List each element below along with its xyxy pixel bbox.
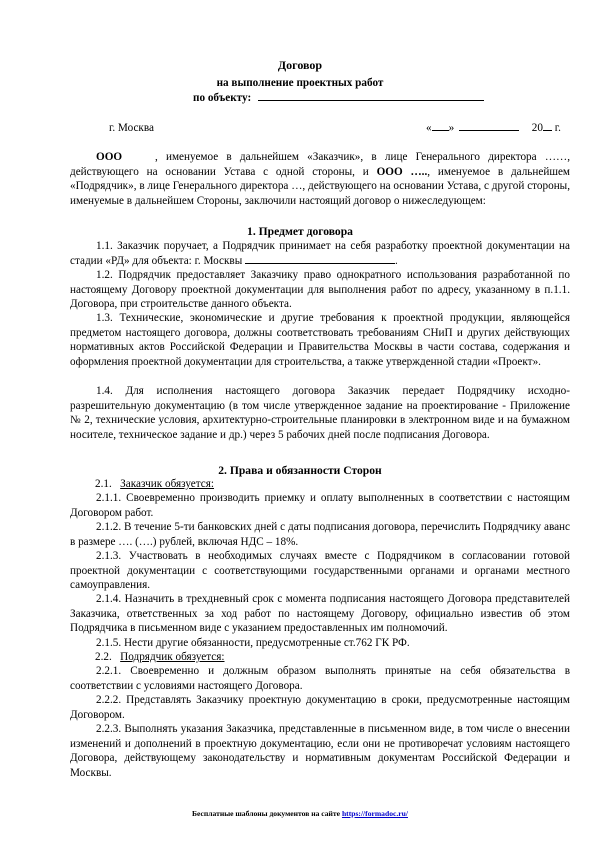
- clause-1-3: 1.3. Технические, экономические и другие требования к проектной продукции, являющейся предметом настоящего договора, должны соответствовать требованиям СНиП и других действующих нормативных актов Российской Федерации и Правительства Москвы в части состава, содержания и оформления проектной документации для строительства, а также утвержденной стадии «Проект».: [70, 312, 570, 368]
- year-suffix: г.: [554, 122, 561, 134]
- preamble-part1: , именуемое в дальнейшем «Заказчик», в лице Генерального директора ……, действующего на основании Устава с одной стороны, и: [70, 151, 570, 178]
- date-quote-open: «: [426, 122, 432, 134]
- clause-2-2-num: 2.2.: [95, 651, 112, 663]
- address-blank: [245, 263, 395, 264]
- org1: ООО: [96, 151, 123, 163]
- clause-2-2: [95, 650, 225, 665]
- footer: [0, 809, 600, 818]
- object-blank: [258, 100, 484, 101]
- clause-2-2-3: 2.2.3. Выполнять указания Заказчика, представленные в письменном виде, в том числе о внесении изменений и дополнений в проектную документацию, если они не противоречат условиям настоящего Договора, действующему законодательству и нормативным документам Российской Федерации и Москвы.: [70, 723, 570, 779]
- clause-1-1: 1.1. Заказчик поручает, а Подрядчик принимает на себя разработку проектной документации на стадии «РД» для объекта: г. Москвы .: [70, 240, 570, 267]
- object-line: [193, 91, 484, 106]
- clause-2-1-3: 2.1.3. Участвовать в необходимых случаях вместе с Подрядчиком в согласовании готовой проектной документации с соответствующими государственными органами и органами местного самоуправления.: [70, 550, 570, 592]
- year-prefix: 20: [531, 122, 543, 134]
- footer-link[interactable]: https://formadoc.ru/: [341, 809, 408, 818]
- clause-2-2-2: 2.2.2. Представлять Заказчику проектную документацию в сроки, предусмотренные настоящим Договором.: [70, 694, 570, 721]
- clause-2-1-2: 2.1.2. В течение 5-ти банковских дней с даты подписания договора, перечислить Подрядчику аванс в размере …. (….) рублей, включая НДС – 18%.: [70, 521, 570, 548]
- year-blank: [543, 130, 552, 131]
- clause-2-2-title: Подрядчик обязуется:: [120, 651, 225, 663]
- day-blank: [432, 130, 449, 131]
- clause-2-1-4: 2.1.4. Назначить в трехдневный срок с момента подписания настоящего Договора представителей Заказчика, ответственных за ход работ по настоящему Договору, официально известив об этом Подрядчика в письменном виде с указанием предоставленных им полномочий.: [70, 593, 570, 635]
- date-quote-close: »: [448, 122, 455, 134]
- clause-2-1-1: 2.1.1. Своевременно производить приемку и оплату выполненных в соответствии с настоящим Договором работ.: [70, 492, 570, 519]
- document-title: Договор: [277, 58, 323, 72]
- object-label: по объекту:: [193, 92, 252, 104]
- section1-heading: 1. Предмет договора: [247, 225, 353, 238]
- preamble: [70, 150, 570, 208]
- preamble-part2: , именуемое в дальнейшем «Подрядчик», в лице Генерального директора …, действующего на основании Устава, с другой стороны, именуемые в дальнейшем Стороны, заключили настоящий договор о нижеследующем:: [70, 165, 571, 207]
- org2: ООО …..: [376, 165, 428, 178]
- document-subtitle: на выполнение проектных работ: [216, 77, 384, 89]
- clause-2-1: [95, 477, 214, 492]
- clause-2-1-5: 2.1.5. Нести другие обязанности, предусмотренные ст.762 ГК РФ.: [96, 637, 410, 649]
- clause-2-2-1: 2.2.1. Своевременно и должным образом выполнять принятые на себя обязательства в соответствии с условиями настоящего Договора.: [70, 665, 570, 692]
- footer-text: Бесплатные шаблоны документов на сайте: [192, 809, 341, 818]
- clause-1-2: 1.2. Подрядчик предоставляет Заказчику право однократного использования разработанной по настоящему Договору проектной документации для выполнения работ по адресу, указанному в п.1.1. Договора, при строительстве данного объекта.: [70, 269, 570, 311]
- clause-2-1-num: 2.1.: [95, 478, 112, 490]
- section2-heading: 2. Права и обязанности Сторон: [218, 464, 382, 477]
- clause-1-4: 1.4. Для исполнения настоящего договора Заказчик передает Подрядчику исходно-разрешительную документацию (в том числе утвержденное задание на проектирование - Приложение № 2, технические условия, архитектурно-строительные планировки в электронном виде и на бумажном носителе, техническое задание и др.) через 5 рабочих дней после подписания Договора.: [70, 385, 570, 441]
- date-line: [426, 121, 561, 136]
- month-blank: [459, 130, 519, 131]
- clause-2-1-title: Заказчик обязуется:: [120, 478, 215, 490]
- clause-1-1-text: 1.1. Заказчик поручает, а Подрядчик принимает на себя разработку проектной документации на стадии «РД» для объекта: г. Москвы: [70, 240, 570, 267]
- city: г. Москва: [109, 122, 154, 134]
